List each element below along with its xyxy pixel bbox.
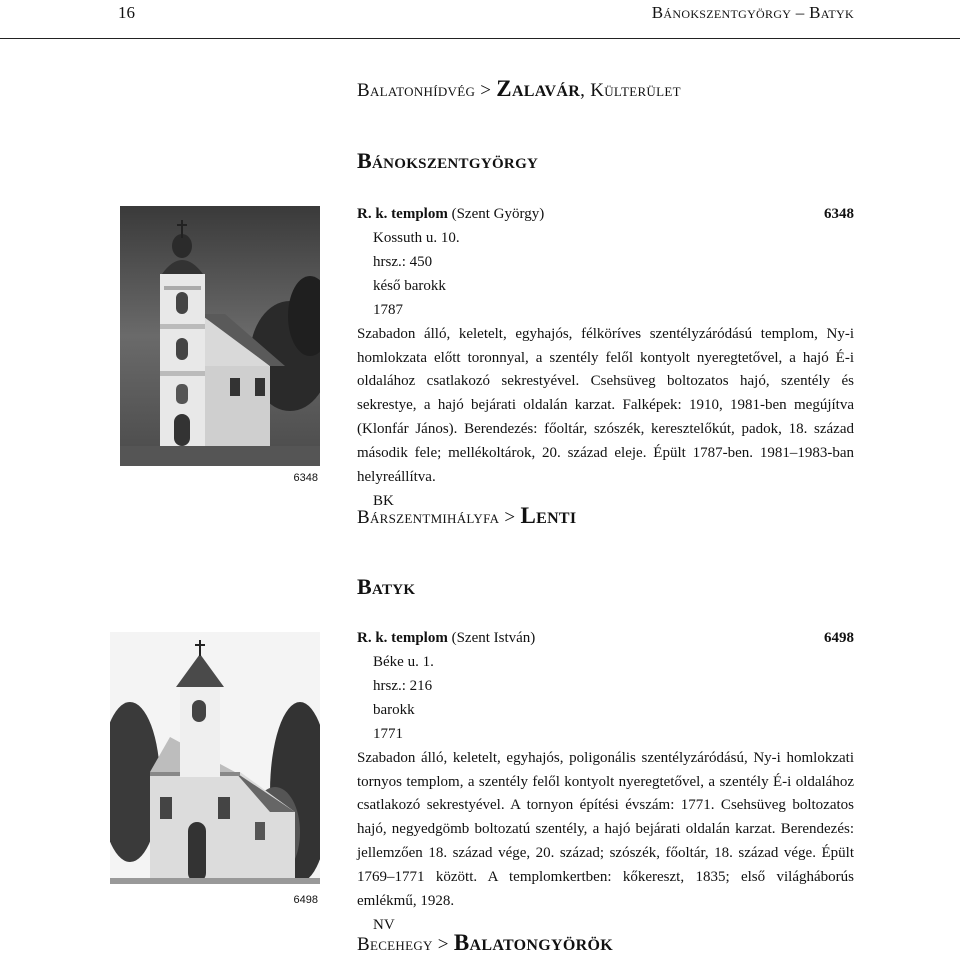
page-number: 16 <box>118 3 135 22</box>
photo-church-6498 <box>110 632 320 910</box>
author-initials: BK <box>373 492 394 509</box>
entry-id: 6348 <box>824 206 854 222</box>
entry-title-row <box>357 627 854 651</box>
style: barokk <box>373 701 415 718</box>
building-type: R. k. templom <box>357 630 448 646</box>
cross-reference-from: Balatonhídvég > <box>357 80 492 101</box>
cross-reference-from: Bárszentmihályfa > <box>357 507 516 528</box>
cross-reference-target[interactable]: Balatongyörök <box>453 930 613 955</box>
cross-reference-from: Becehegy > <box>357 934 449 955</box>
year: 1771 <box>373 725 403 742</box>
dedication: (Szent István) <box>447 630 536 646</box>
header-rule <box>0 38 960 39</box>
parcel-number: hrsz.: 216 <box>373 677 433 694</box>
church-photo-image <box>110 632 320 910</box>
author-initials: NV <box>373 916 395 933</box>
entry-batyk <box>357 627 854 938</box>
cross-reference-target[interactable]: Lenti <box>520 503 577 528</box>
entry-title-row <box>357 203 854 227</box>
address: Kossuth u. 10. <box>373 230 460 246</box>
entry-banokszentgyorgy <box>357 203 854 514</box>
cross-reference-lenti[interactable] <box>357 503 576 529</box>
photo-church-6348 <box>120 206 320 488</box>
year: 1787 <box>373 301 403 318</box>
style: késő barokk <box>373 277 446 294</box>
cross-reference-suffix: , Külterület <box>580 80 681 101</box>
description: Szabadon álló, keletelt, egyhajós, félköríves szentélyzáródású templom, Ny-i homlokzata előtt toronnyal, a szentély felől kontyolt nyeregtetővel, a hajó É-i oldalához csatlakozó sekrestyével. Csehsüveg boltozatos hajó, szentély és sekrestye, a hajó bejárati oldalán karzat. Falképek: 1910, 1981-ben megújítva (Klonfár János). Berendezés: főoltár, szószék, keresztelőkút, padok, 18. század második fele; mellékoltárok, 20. század eleje. Épült 1787-ben. 1981–1983-ban helyreállítva. <box>357 325 854 486</box>
address: Béke u. 1. <box>373 654 434 670</box>
entry-id: 6498 <box>824 630 854 646</box>
dedication: (Szent György) <box>447 206 545 222</box>
photo-caption: 6348 <box>293 472 318 484</box>
running-title: Bánokszentgyörgy – Batyk <box>651 3 854 22</box>
cross-reference-target[interactable]: Zalavár <box>496 76 581 101</box>
description: Szabadon álló, keletelt, egyhajós, poligonális szentélyzáródású, Ny-i homlokzati tornyos templom, a szentély felől kontyolt nyeregtetővel, a szentély É-i oldalához csatlakozó sekrestyével. A tornyon építési évszám: 1771. Csehsüveg boltozatos hajó, negyedgömb boltozatú szentély, a hajó bejárati oldalán karzat. Berendezés: jellemzően 18. század vége, 20. század; szószék, főoltár, 18. század vége. Épült 1769–1771 között. A templomkertben: kőkereszt, 1835; első világháborús emlékmű, 1928. <box>357 749 854 910</box>
building-type: R. k. templom <box>357 206 448 222</box>
entry-heading-batyk: Batyk <box>357 574 416 599</box>
parcel-number: hrsz.: 450 <box>373 253 433 270</box>
photo-caption: 6498 <box>293 894 318 906</box>
cross-reference-zalavar[interactable] <box>357 76 681 102</box>
entry-heading-banokszentgyorgy: Bánokszentgyörgy <box>357 148 539 173</box>
church-photo-image <box>120 206 320 488</box>
cross-reference-balatongyorok[interactable] <box>357 930 613 956</box>
